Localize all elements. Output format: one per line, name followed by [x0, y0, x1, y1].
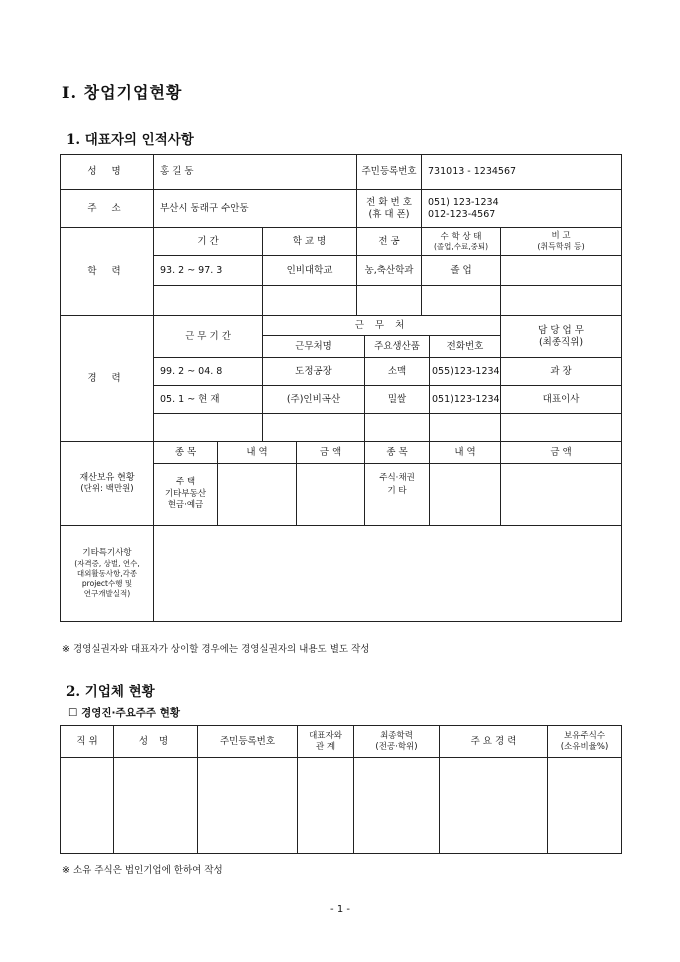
career-phone-header: 전화번호 — [430, 336, 501, 358]
career-duty: 대표이사 — [501, 386, 622, 414]
edu-period: 93. 2 ~ 97. 3 — [154, 256, 263, 286]
career-phone: 051)123-1234 — [430, 386, 501, 414]
name-label: 성 명 — [61, 155, 154, 190]
career-duty: 과 장 — [501, 358, 622, 386]
career-company: (주)인비곡산 — [263, 386, 365, 414]
assets-header-item: 종 목 — [154, 442, 218, 464]
assets-label: 재산보유 현황 (단위: 백만원) — [61, 442, 154, 526]
career-company: 도정공장 — [263, 358, 365, 386]
assets-header-item2: 종 목 — [365, 442, 430, 464]
career-period: 05. 1 ~ 현 재 — [154, 386, 263, 414]
company-note: ※ 소유 주식은 법인기업에 한하여 작성 — [62, 865, 223, 876]
col-education: 최종학력 (전공·학위) — [354, 726, 440, 758]
company-heading: 2. 기업체 현황 — [66, 684, 155, 700]
rep-note: ※ 경영실권자와 대표자가 상이할 경우에는 경영실권자의 내용도 별도 작성 — [62, 644, 370, 655]
phone-label: 전 화 번 호 (휴 대 폰) — [357, 190, 422, 228]
career-product: 소맥 — [365, 358, 430, 386]
col-rrn: 주민등록번호 — [198, 726, 298, 758]
section-title: Ⅰ. 창업기업현황 — [62, 83, 183, 102]
career-product-header: 주요생산품 — [365, 336, 430, 358]
edu-label: 학 력 — [61, 228, 154, 316]
col-relation: 대표자와 관 계 — [298, 726, 354, 758]
career-label: 경 력 — [61, 316, 154, 442]
rep-heading: 1. 대표자의 인적사항 — [66, 132, 194, 148]
career-product: 밀쌀 — [365, 386, 430, 414]
edu-header-period: 기 간 — [154, 228, 263, 256]
phone-value: 051) 123-1234 012-123-4567 — [422, 190, 622, 228]
career-company-header: 근무처명 — [263, 336, 365, 358]
career-duty-header: 담 당 업 무 (최종직위) — [501, 316, 622, 358]
col-position: 직 위 — [61, 726, 114, 758]
assets-header-detail: 내 역 — [218, 442, 297, 464]
edu-school: 인비대학교 — [263, 256, 357, 286]
edu-header-school: 학 교 명 — [263, 228, 357, 256]
company-subheading: ☐ 경영진·주요주주 현황 — [68, 707, 180, 719]
assets-header-amount2: 금 액 — [501, 442, 622, 464]
shareholder-table — [60, 725, 622, 854]
rep-table — [60, 154, 622, 622]
edu-major: 농,축산학과 — [357, 256, 422, 286]
assets-header-amount: 금 액 — [297, 442, 365, 464]
edu-header-status: 수 학 상 태 (졸업,수료,중퇴) — [422, 228, 501, 256]
career-work-header: 근 무 처 — [263, 316, 501, 336]
edu-status: 졸 업 — [422, 256, 501, 286]
addr-value: 부산시 동래구 수안동 — [154, 190, 357, 228]
col-career: 주 요 경 력 — [440, 726, 548, 758]
edu-empty — [154, 286, 263, 316]
career-period-header: 근 무 기 간 — [154, 316, 263, 358]
assets-left-items: 주 택 기타부동산 현금·예금 — [154, 464, 218, 526]
etc-content — [154, 526, 622, 622]
career-phone: 055)123-1234 — [430, 358, 501, 386]
assets-header-detail2: 내 역 — [430, 442, 501, 464]
rrn-label: 주민등록번호 — [357, 155, 422, 190]
edu-header-major: 전 공 — [357, 228, 422, 256]
col-shares: 보유주식수 (소유비율%) — [548, 726, 622, 758]
rrn-value: 731013 - 1234567 — [422, 155, 622, 190]
edu-header-note: 비 고 (취득학위 등) — [501, 228, 622, 256]
addr-label: 주 소 — [61, 190, 154, 228]
edu-note — [501, 256, 622, 286]
assets-right-items: 주식·채권 기 타 — [365, 464, 430, 526]
career-period: 99. 2 ~ 04. 8 — [154, 358, 263, 386]
etc-label: 기타특기사항 (자격증, 상벌, 연수, 대외활동사항,각종 project수행 및 연구개발실적) — [61, 526, 154, 622]
col-name: 성 명 — [114, 726, 198, 758]
page-number: - 1 - — [330, 904, 350, 915]
name-value: 홍 길 동 — [154, 155, 357, 190]
